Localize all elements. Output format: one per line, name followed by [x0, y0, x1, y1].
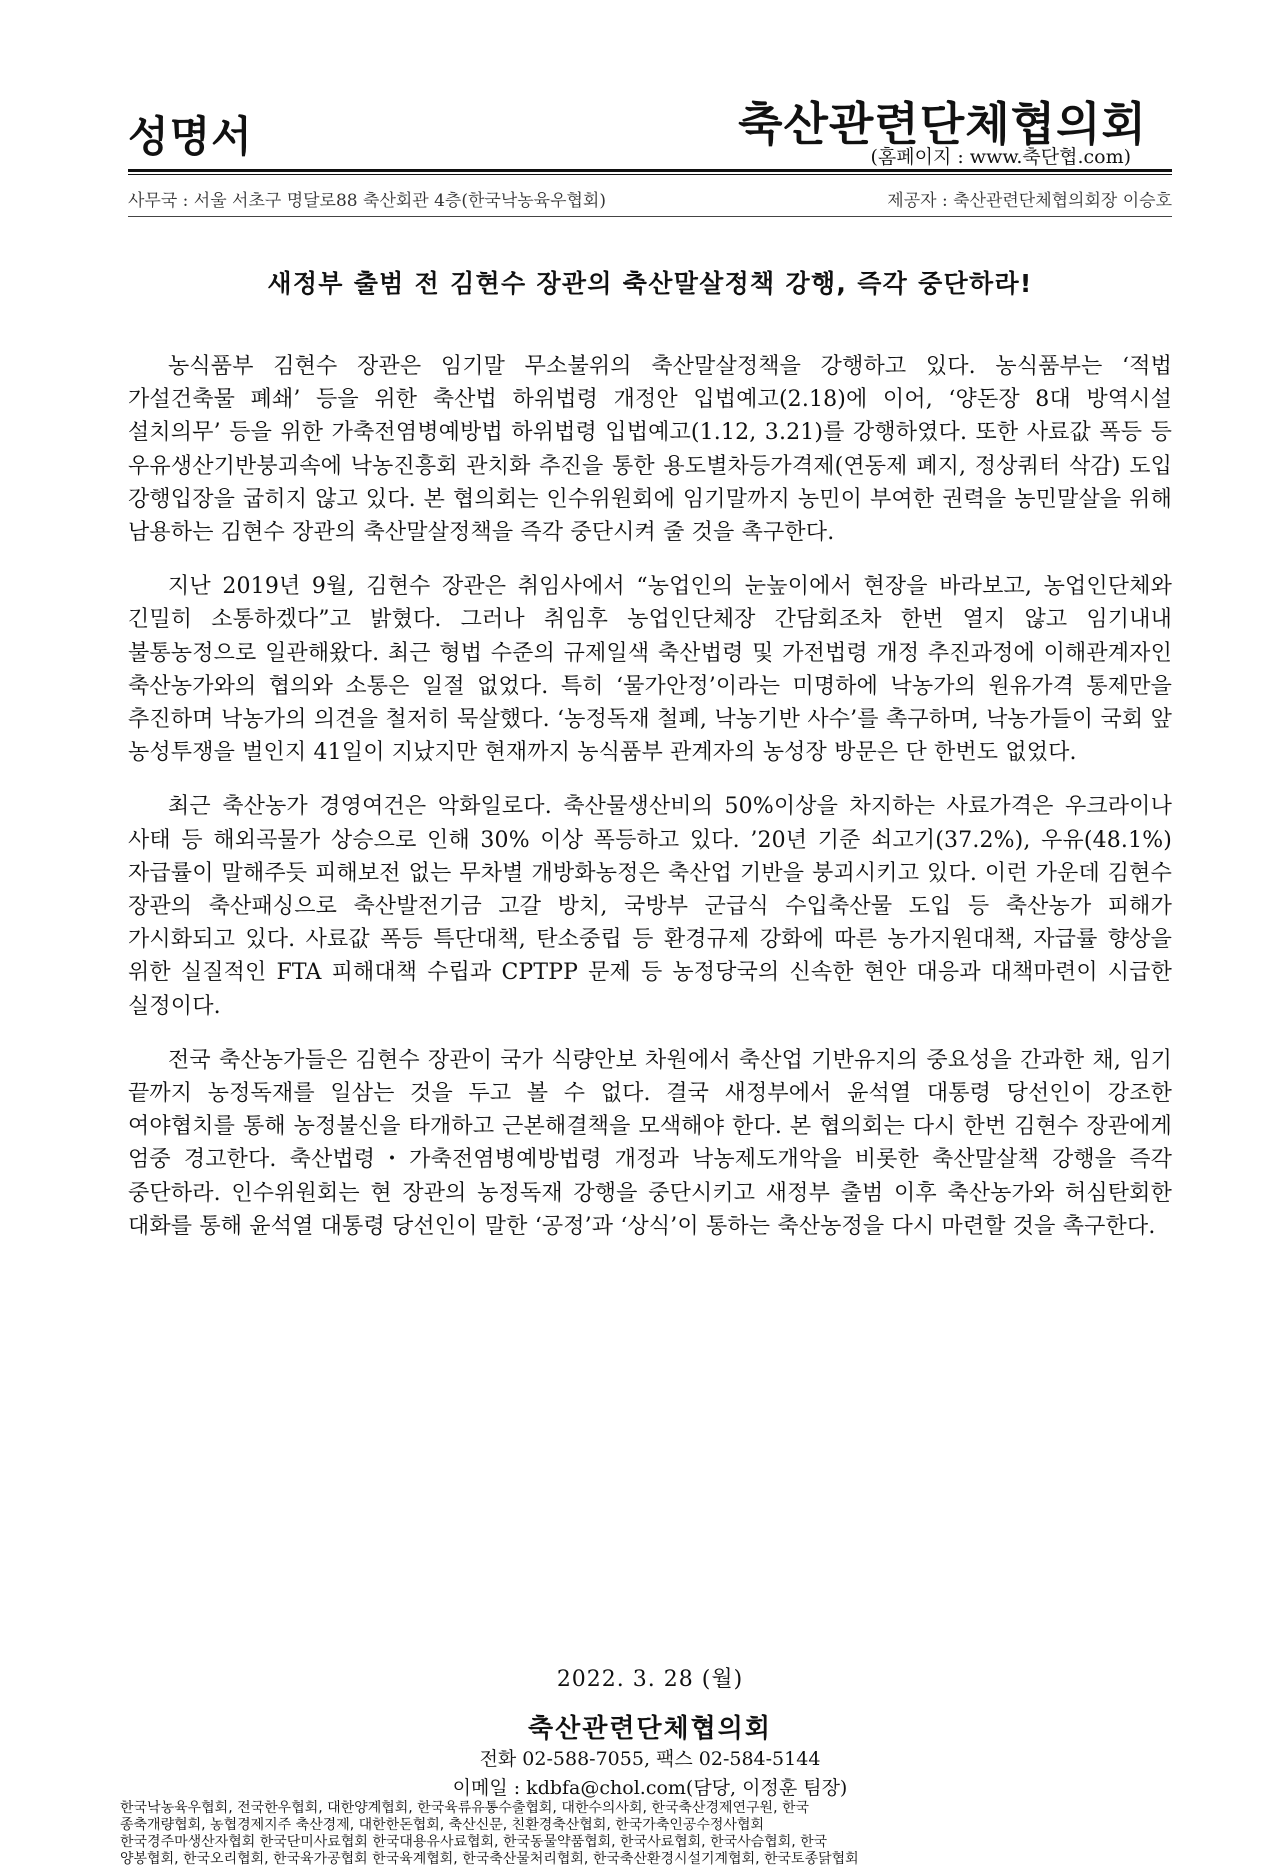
member-organizations-line: 한국낙농육우협회, 전국한우협회, 대한양계협회, 한국육류유통수출협회, 대한수의사회, 한국축산경제연구원, 한국 — [120, 1800, 810, 1816]
member-organizations-line: 한국경주마생산자협회 한국단미사료협회 한국대용유사료협회, 한국동물약품협회, 한국사료협회, 한국사슴협회, 한국 — [120, 1834, 828, 1850]
member-organizations-line: 양봉협회, 한국오리협회, 한국육가공협회 한국육계협회, 한국축산물처리협회, 한국축산환경시설기계협회, 한국토종닭협회 — [120, 1851, 859, 1867]
homepage-address: (홈페이지 : www.축단협.com) — [870, 146, 1131, 168]
organization-name: 축산관련단체협의회 — [738, 97, 1147, 151]
contact-phone-fax: 전화 02-588-7055, 팩스 02-584-5144 — [479, 1748, 821, 1770]
body-paragraph: 지난 2019년 9월, 김현수 장관은 취임사에서 “농업인의 눈높이에서 현장을 바라보고, 농업인단체와 긴밀히 소통하겠다”고 밝혔다. 그러나 취임후 농업인단체장 간담회조차 한번 열지 않고 임기내내 불통농정으로 일관해왔다. 최근 형법 수준의 규제일색 축산법령 및 가전법령 개정 추진과정에 이해관계자인 축산농가와의 협의와 소통은 일절 없었다. 특히 ‘물가안정’이라는 미명하에 낙농가의 원유가격 통제만을 추진하며 낙농가의 의견을 철저히 묵살했다. ‘농정독재 철폐, 낙농기반 사수’를 촉구하며, 낙농가들이 국회 앞 농성투쟁을 벌인지 41일이 지났지만 현재까지 농식품부 관계자의 농성장 방문은 단 한번도 없었다. — [128, 574, 1172, 766]
header-divider-thick — [128, 169, 1172, 172]
statement-date: 2022. 3. 28 (월) — [556, 1667, 744, 1692]
header-divider-thin — [128, 174, 1172, 175]
document-type-title: 성명서 — [128, 112, 253, 161]
statement-headline: 새정부 출범 전 김현수 장관의 축산말살정책 강행, 즉각 중단하라! — [267, 269, 1033, 298]
statement-body — [128, 350, 1172, 1264]
member-organizations-line: 종축개량협회, 농협경제지주 축산경제, 대한한돈협회, 축산신문, 친환경축산협회, 한국가축인공수정사협회 — [120, 1817, 765, 1833]
office-info-line — [128, 186, 1172, 211]
member-organizations-list — [120, 1800, 1180, 1868]
office-divider — [128, 216, 1172, 217]
office-address: 사무국 : 서울 서초구 명달로88 축산회관 4층(한국낙농육우협회) — [128, 191, 606, 211]
provider-info: 제공자 : 축산관련단체협의회장 이승호 — [887, 191, 1172, 211]
body-paragraph: 전국 축산농가들은 김현수 장관이 국가 식량안보 차원에서 축산업 기반유지의 중요성을 간과한 채, 임기 끝까지 농정독재를 일삼는 것을 두고 볼 수 없다. 결국 새정부에서 윤석열 대통령 당선인이 강조한 여야협치를 통해 농정불신을 타개하고 근본해결책을 모색해야 한다. 본 협의회는 다시 한번 김현수 장관에게 엄중 경고한다. 축산법령・가축전염병예방법령 개정과 낙농제도개악을 비롯한 축산말살책 강행을 즉각 중단하라. 인수위원회는 현 장관의 농정독재 강행을 중단시키고 새정부 출범 이후 축산농가와 허심탄회한 대화를 통해 윤석열 대통령 당선인이 말한 ‘공정’과 ‘상식’이 통하는 축산농정을 다시 마련할 것을 촉구한다. — [128, 1047, 1172, 1239]
body-paragraph: 최근 축산농가 경영여건은 악화일로다. 축산물생산비의 50%이상을 차지하는 사료가격은 우크라이나 사태 등 해외곡물가 상승으로 인해 30% 이상 폭등하고 있다. ’20년 기준 쇠고기(37.2%), 우유(48.1%)자급률이 말해주듯 피해보전 없는 무차별 개방화농정은 축산업 기반을 붕괴시키고 있다. 이런 가운데 김현수 장관의 축산패싱으로 축산발전기금 고갈 방치, 국방부 군급식 수입축산물 도입 등 축산농가 피해가 가시화되고 있다. 사료값 폭등 특단대책, 탄소중립 등 환경규제 강화에 따른 농가지원대책, 자급률 향상을 위한 실질적인 FTA 피해대책 수립과 CPTPP 문제 등 농정당국의 신속한 현안 대응과 대책마련이 시급한 실정이다. — [128, 794, 1172, 1019]
body-paragraph: 농식품부 김현수 장관은 임기말 무소불위의 축산말살정책을 강행하고 있다. 농식품부는 ‘적법 가설건축물 폐쇄’ 등을 위한 축산법 하위법령 개정안 입법예고(2.18)에 이어, ‘양돈장 8대 방역시설 설치의무’ 등을 위한 가축전염병예방법 하위법령 입법예고(1.12, 3.21)를 강행하였다. 또한 사료값 폭등 등 우유생산기반붕괴속에 낙농진흥회 관치화 추진을 통한 용도별차등가격제(연동제 폐지, 정상쿼터 삭감) 도입 강행입장을 굽히지 않고 있다. 본 협의회는 인수위원회에 임기말까지 농민이 부여한 권력을 농민말살을 위해 남용하는 김현수 장관의 축산말살정책을 즉각 중단시켜 줄 것을 촉구한다. — [128, 354, 1172, 546]
signatory-organization: 축산관련단체협의회 — [527, 1714, 773, 1744]
contact-email: 이메일 : kdbfa@chol.com(담당, 이정훈 팀장) — [452, 1777, 848, 1799]
